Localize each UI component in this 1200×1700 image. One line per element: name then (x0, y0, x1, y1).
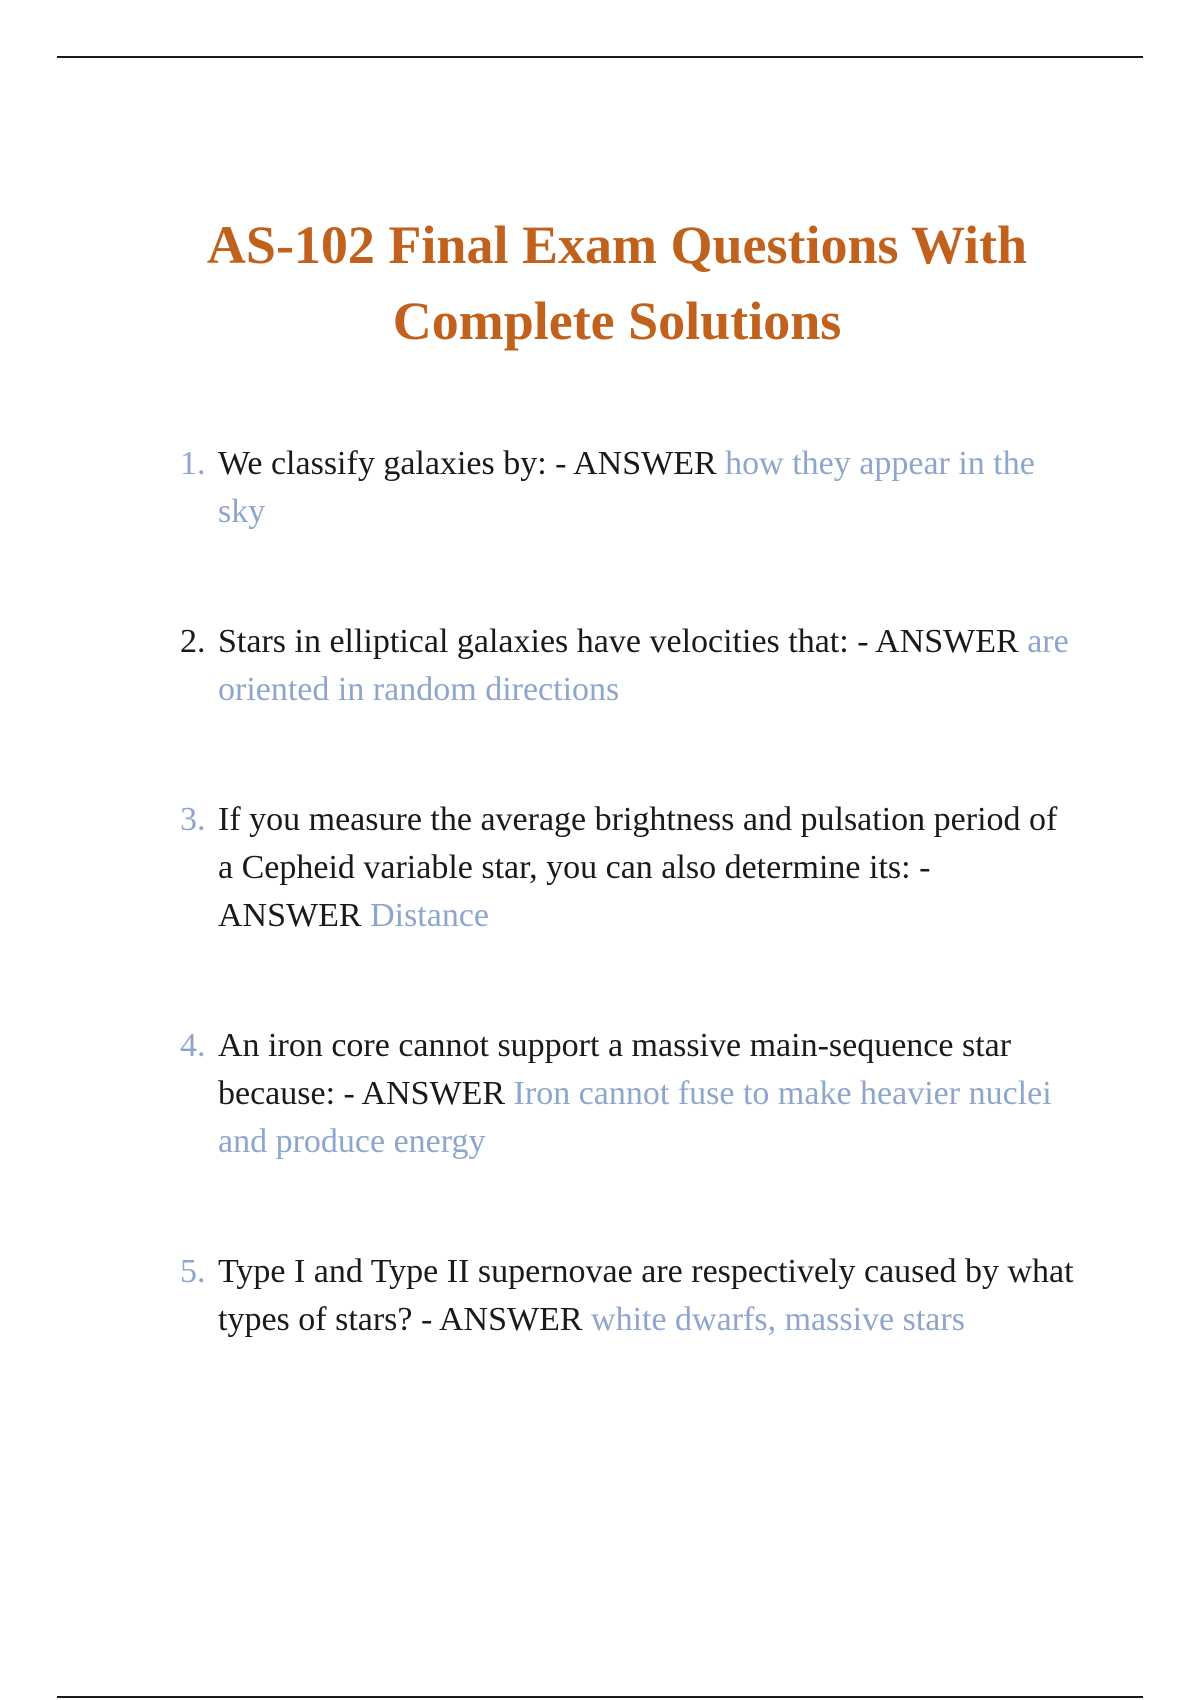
question-text: An iron core cannot support a massive main-sequence star because: (218, 1027, 1012, 1112)
answer-marker: - ANSWER (555, 445, 717, 482)
question-item-1 (180, 440, 1080, 536)
top-rule (57, 56, 1143, 58)
question-item-5 (180, 1248, 1080, 1344)
document-title: AS-102 Final Exam Questions With Complete Solutions (206, 215, 1028, 351)
question-text: Type I and Type II supernovae are respectively caused by what types of stars? (218, 1253, 1074, 1338)
answer-marker: - ANSWER (857, 623, 1019, 660)
answer-text: Iron cannot fuse to make heavier nuclei and produce energy (218, 1075, 1052, 1160)
question-body (218, 618, 1080, 714)
question-number: 1. (180, 445, 206, 482)
question-item-4 (180, 1022, 1080, 1166)
answer-text: are oriented in random directions (218, 623, 1069, 708)
question-body (218, 796, 1080, 940)
question-item-3 (180, 796, 1080, 940)
question-body (218, 1022, 1080, 1166)
question-number: 2. (180, 623, 206, 660)
question-item-2 (180, 618, 1080, 714)
answer-text: how they appear in the sky (218, 445, 1035, 530)
question-body (218, 1248, 1080, 1344)
answer-marker: - ANSWER (421, 1301, 583, 1338)
question-number: 4. (180, 1027, 206, 1064)
question-text: We classify galaxies by: (218, 445, 547, 482)
question-text: If you measure the average brightness and pulsation period of a Cepheid variable star, you can also determine its: (218, 801, 1058, 886)
answer-text: white dwarfs, massive stars (591, 1301, 965, 1338)
answer-marker: - ANSWER (218, 849, 931, 934)
bottom-rule (57, 1696, 1143, 1698)
question-body (218, 440, 1080, 536)
answer-text: Distance (370, 897, 490, 934)
question-text: Stars in elliptical galaxies have velocities that: (218, 623, 849, 660)
question-number: 5. (180, 1253, 206, 1290)
answer-marker: - ANSWER (343, 1075, 506, 1112)
question-number: 3. (180, 801, 206, 838)
